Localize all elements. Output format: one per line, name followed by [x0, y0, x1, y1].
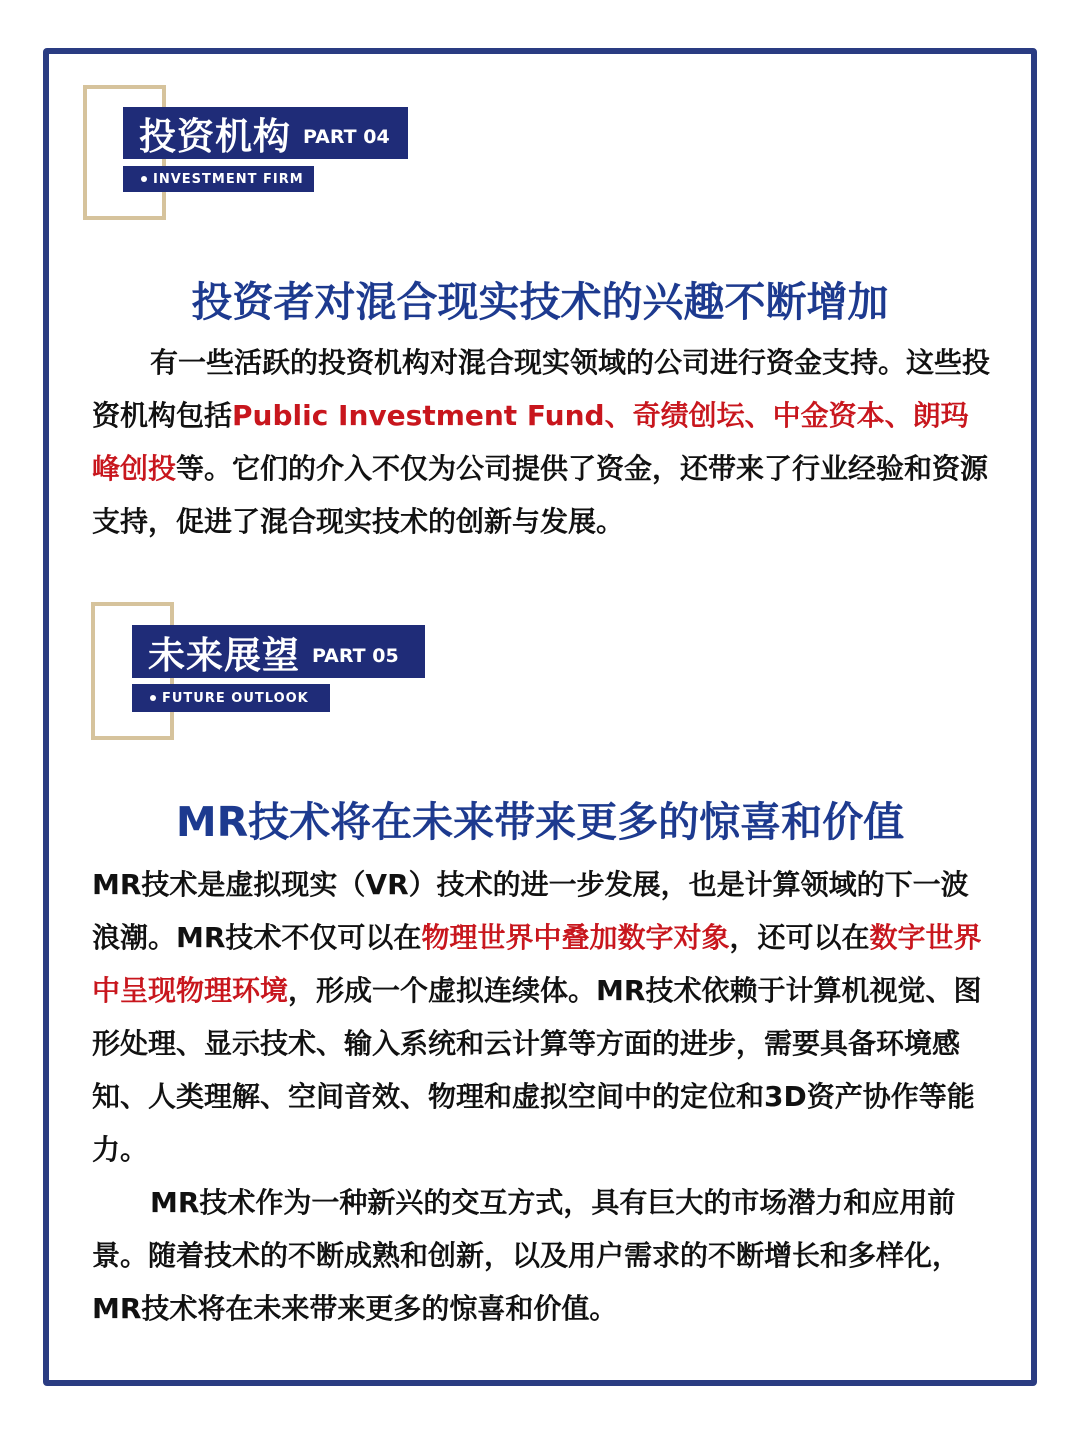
section-2-subtitle: FUTURE OUTLOOK: [162, 690, 309, 706]
section-2-badge-subtitle: [132, 684, 330, 712]
section-2-part-label: PART 05: [312, 644, 399, 667]
section-2-highlight-overlay: 物理世界中叠加数字对象: [421, 921, 730, 954]
section-2-paragraph-1: [92, 858, 992, 1176]
section-1-title: 投资机构: [139, 115, 291, 158]
section-1-badge-subtitle: [123, 166, 314, 192]
section-2-title: 未来展望: [148, 633, 300, 677]
section-2-text-b: ，还可以在: [729, 921, 870, 954]
section-2-highlight-present: 数字世界中呈现物理环境: [92, 921, 982, 1007]
section-1-part-label: PART 04: [303, 126, 390, 148]
section-2-text-a: MR技术是虚拟现实（VR）技术的进一步发展，也是计算领域的下一波浪潮。MR技术不仅可以在: [92, 868, 969, 954]
bullet-dot-icon: [150, 695, 156, 701]
section-1-heading: 投资者对混合现实技术的兴趣不断增加: [191, 278, 889, 326]
section-1-badge-title: [123, 107, 408, 159]
section-1-text-b: 等。它们的介入不仅为公司提供了资金，还带来了行业经验和资源支持，促进了混合现实技术的创新与发展。: [92, 452, 989, 538]
section-1-text-a: 有一些活跃的投资机构对混合现实领域的公司进行资金支持。这些投资机构包括: [92, 346, 991, 432]
section-2-badge-title: [132, 625, 425, 678]
section-1-highlight-investors: Public Investment Fund、奇绩创坛、中金资本、朗玛峰创投: [92, 399, 969, 485]
section-1-subtitle: INVESTMENT FIRM: [153, 171, 304, 187]
section-2-heading: MR技术将在未来带来更多的惊喜和价值: [175, 798, 905, 846]
section-1-paragraph: [92, 336, 992, 548]
section-2-text-c: ，形成一个虚拟连续体。MR技术依赖于计算机视觉、图形处理、显示技术、输入系统和云计算等方面的进步，需要具备环境感知、人类理解、空间音效、物理和虚拟空间中的定位和3D资产协作等能力。: [92, 974, 982, 1166]
section-2-paragraph-2: MR技术作为一种新兴的交互方式，具有巨大的市场潜力和应用前景。随着技术的不断成熟和创新，以及用户需求的不断增长和多样化，MR技术将在未来带来更多的惊喜和价值。: [92, 1186, 961, 1325]
bullet-dot-icon: [141, 176, 147, 182]
